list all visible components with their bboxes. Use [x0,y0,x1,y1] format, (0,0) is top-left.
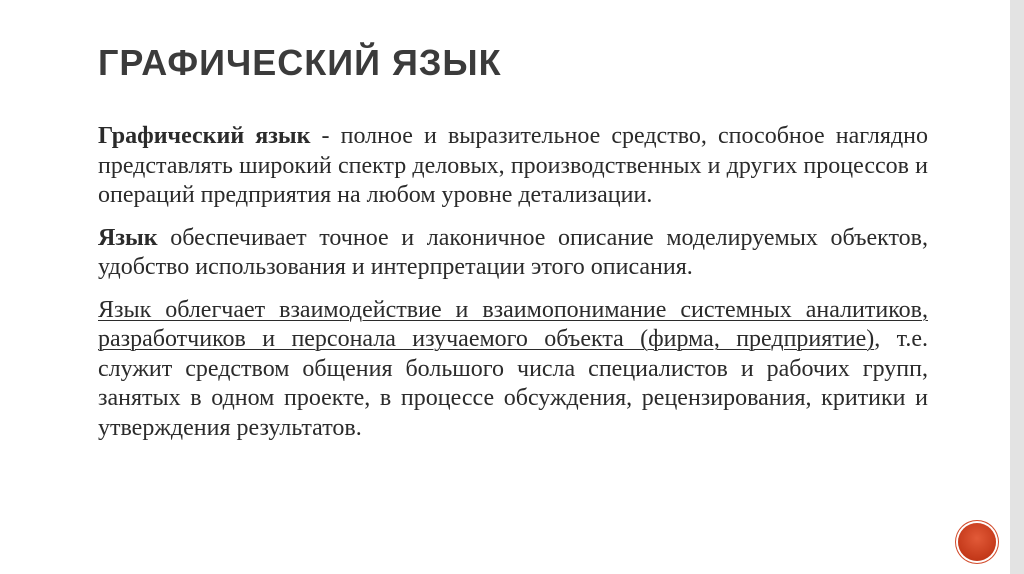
communication-text: , т.е. служит средством общения большого числа специалистов и рабочих групп, занятых в одном проекте, в процессе обсуждения, рецензирования, критики и утверждения результатов. [98,326,929,441]
precision-text: обеспечивает точное и лаконичное описание моделируемых объектов, удобство использования и интерпретации этого описания. [98,224,928,280]
term-graphic-language: Графический язык [98,123,311,149]
slide-right-border [1010,0,1024,574]
paragraph-definition [98,122,928,211]
slide-body [98,122,928,456]
slide-title: ГРАФИЧЕСКИЙ ЯЗЫК [98,42,502,83]
definition-text: - полное и выразительное средство, способное наглядно представлять широкий спектр деловых, производственных и других процессов и операций предприятия на любом уровне детализации. [98,123,928,208]
page-number-badge [958,523,996,561]
paragraph-language-communication [98,296,928,444]
term-language: Язык [98,224,158,251]
paragraph-language-precision [98,224,928,283]
communication-underlined-text: Язык облегчает взаимодействие и взаимопонимание системных аналитиков, разработчиков и персонала изучаемого объекта (фирма, предприятие) [98,296,928,352]
